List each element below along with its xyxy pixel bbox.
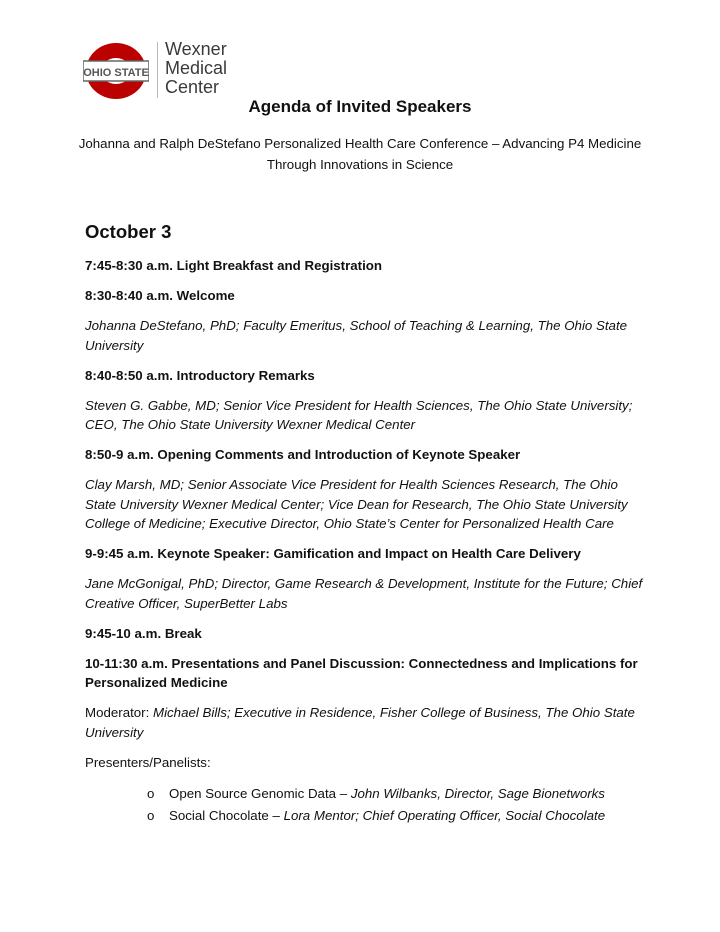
list-item	[147, 783, 645, 805]
wordmark-line: Wexner	[165, 39, 227, 59]
ohio-state-wexner-logo	[83, 40, 233, 102]
presenter-name: John Wilbanks, Director, Sage Bionetworks	[350, 785, 605, 801]
wordmark-line: Center	[165, 77, 220, 97]
agenda-time-slot: 9-9:45 a.m. Keynote Speaker: Gamification and Impact on Health Care Delivery	[85, 546, 581, 561]
agenda-speaker: Johanna DeStefano, PhD; Faculty Emeritus, School of Teaching & Learning, The Ohio State University	[85, 318, 628, 353]
agenda-time-slot: 10-11:30 a.m. Presentations and Panel Discussion: Connectedness and Implications for Personalized Medicine	[85, 655, 638, 690]
logo-divider	[157, 42, 158, 98]
agenda-time-slot: 8:30-8:40 a.m. Welcome	[85, 288, 235, 303]
seal-text: OHIO STATE	[83, 67, 149, 79]
presentation-topic: Social Chocolate	[169, 807, 269, 823]
bullet-icon: o	[147, 785, 155, 801]
agenda-time-slot: 8:50-9 a.m. Opening Comments and Introduction of Keynote Speaker	[85, 447, 521, 462]
presenters-label: Presenters/Panelists:	[85, 754, 211, 770]
moderator-line	[85, 703, 645, 742]
bullet-icon: o	[147, 807, 155, 823]
moderator-name: Michael Bills; Executive in Residence, Fisher College of Business, The Ohio State University	[85, 705, 635, 740]
presenters-list	[85, 783, 645, 827]
conference-subtitle: Johanna and Ralph DeStefano Personalized Health Care Conference – Advancing P4 Medicine Through Innovations in Science	[78, 136, 642, 172]
block-o-seal-icon	[83, 40, 149, 102]
agenda-speaker: Jane McGonigal, PhD; Director, Game Research & Development, Institute for the Future; Chief Creative Officer, SuperBetter Labs	[85, 576, 643, 611]
logo-wordmark	[165, 40, 227, 97]
agenda	[85, 256, 645, 827]
presentation-topic: Open Source Genomic Data	[169, 785, 337, 801]
dash-separator: –	[268, 807, 284, 823]
presenter-name: Lora Mentor; Chief Operating Officer, Social Chocolate	[283, 807, 606, 823]
wordmark-line: Medical	[165, 58, 228, 78]
agenda-time-slot: 7:45-8:30 a.m. Light Breakfast and Registration	[85, 258, 383, 273]
page-title: Agenda of Invited Speakers	[248, 97, 472, 116]
list-item	[147, 805, 645, 827]
agenda-time-slot: 9:45-10 a.m. Break	[85, 625, 202, 641]
agenda-speaker: Clay Marsh, MD; Senior Associate Vice President for Health Sciences Research, The Ohio State University Wexner Medical Center; Vice Dean for Research, The Ohio State University College of Medicine; Executive Director, Ohio State’s Center for Personalized Health Care	[85, 477, 628, 531]
dash-separator: –	[336, 785, 351, 801]
moderator-label: Moderator:	[85, 705, 150, 720]
event-date: October 3	[85, 221, 172, 242]
agenda-time-slot: 8:40-8:50 a.m. Introductory Remarks	[85, 367, 315, 383]
agenda-speaker: Steven G. Gabbe, MD; Senior Vice President for Health Sciences, The Ohio State University; CEO, The Ohio State University Wexner Medical Center	[85, 397, 633, 432]
